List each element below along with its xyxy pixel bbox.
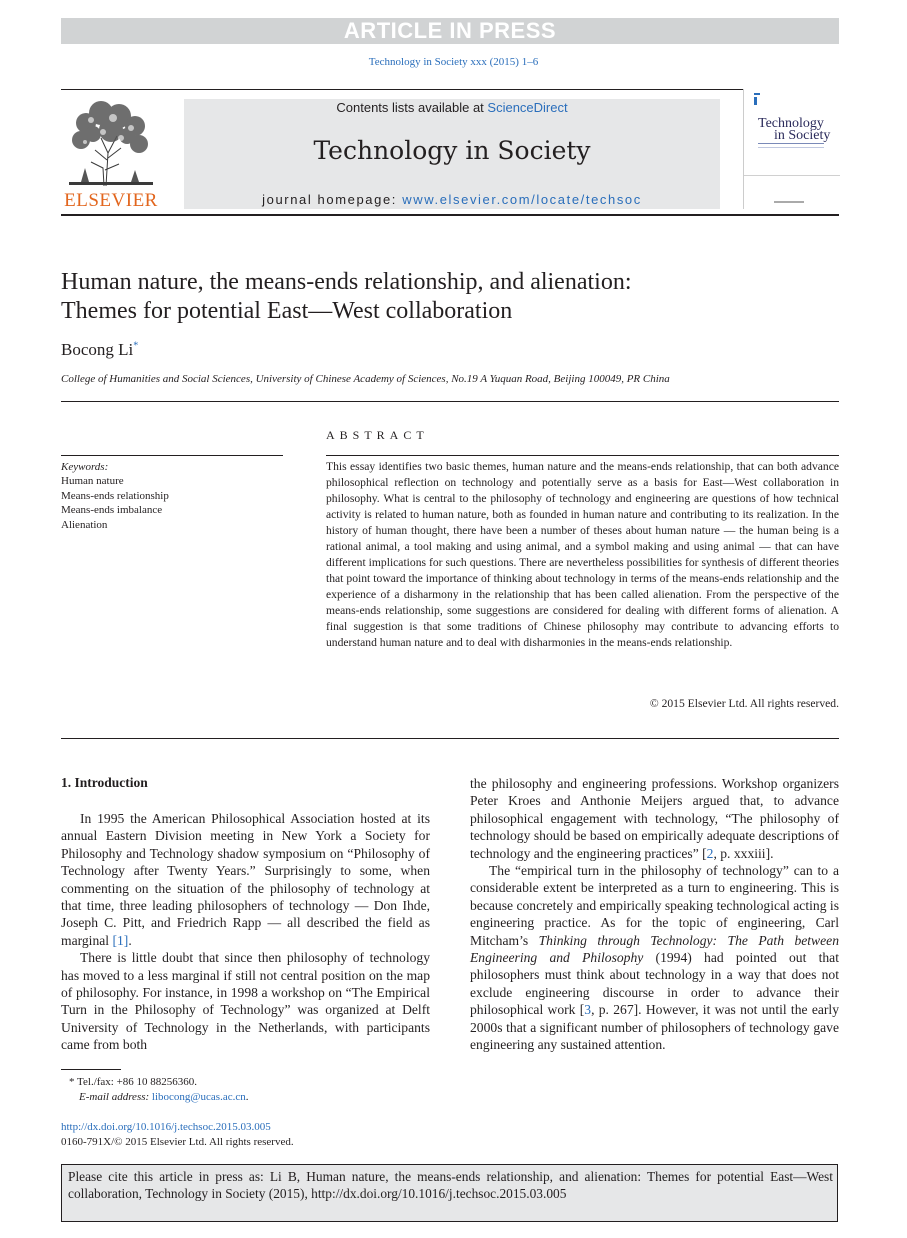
- tel-footnote: [61, 1075, 249, 1090]
- cover-title-line2: in Society: [774, 128, 831, 143]
- paragraph-text: , p. xxxiii].: [713, 845, 774, 861]
- email-footnote: [61, 1090, 249, 1105]
- journal-cover-image: [744, 89, 840, 209]
- elsevier-wordmark: ELSEVIER: [64, 190, 158, 210]
- author: [61, 340, 138, 360]
- elsevier-logo[interactable]: [61, 98, 161, 210]
- homepage-prefix: journal homepage:: [262, 192, 403, 207]
- keyword-item: Alienation: [61, 518, 108, 531]
- author-name[interactable]: Bocong Li: [61, 340, 134, 359]
- footnote-mark: *: [69, 1076, 75, 1088]
- affiliation: College of Humanities and Social Sciences, University of Chinese Academy of Sciences, No.19 A Yuquan Road, Beijing 100049, PR China: [61, 373, 670, 385]
- sciencedirect-link[interactable]: ScienceDirect: [487, 100, 568, 115]
- paragraph-text: (1994) had pointed out that philosophers must think about technology in a way that does not exclude engineering discourse in order to advance their philosophical work [: [470, 950, 839, 1018]
- contents-prefix: Contents lists available at: [336, 100, 488, 115]
- journal-cover-thumbnail[interactable]: [743, 89, 840, 209]
- citation-box-text: Please cite this article in press as: Li B, Human nature, the means-ends relationship, and alienation: Themes for potential East—West collaboration, Technology in Society (2015), http://dx.doi.org/10.1016/j.techsoc.2015.03.005: [68, 1169, 833, 1201]
- copyright: © 2015 Elsevier Ltd. All rights reserved.: [649, 697, 839, 710]
- author-footnote-mark[interactable]: *: [133, 340, 139, 352]
- article-in-press-banner: ARTICLE IN PRESS: [61, 18, 839, 44]
- keywords-title: Keywords:: [61, 461, 109, 473]
- reference-link[interactable]: [1]: [112, 932, 129, 948]
- book-title: Thinking through Technology: The Path between Engineering and Philosophy: [470, 932, 839, 966]
- doi-block: [61, 1120, 294, 1150]
- article-title-line2: Themes for potential East—West collaboration: [61, 298, 513, 324]
- header-rule-top: [61, 89, 839, 90]
- keywords-block: [61, 460, 169, 532]
- body-column-left: [61, 810, 430, 1054]
- keyword-item: Means-ends relationship: [61, 489, 169, 502]
- keyword-item: Means-ends imbalance: [61, 504, 163, 517]
- paragraph-text: the philosophy and engineering professions. Workshop organizers Peter Kroes and Anthonie Meijers argued that, to advance philosophical engagement with technology, “The philosophy of technology should be based on empirically adequate descriptions of technology and the engineering practices” [: [470, 776, 839, 861]
- issn-line: 0160-791X/© 2015 Elsevier Ltd. All rights reserved.: [61, 1136, 294, 1148]
- abstract-rule: [326, 455, 839, 456]
- article-title-line1: Human nature, the means-ends relationship, and alienation:: [61, 269, 632, 295]
- article-title: [61, 268, 861, 326]
- paragraph-text: In 1995 the American Philosophical Association hosted at its annual Eastern Division meeting in New York a Society for Philosophy and Technology shadow symposium on “Philosophy of Technology after Twenty Years.” Surprisingly to some, when commenting on the situation of the philosophy of technology at that time, three leading philosophers of technology — Don Ihde, Joseph C. Pitt, and Friedrich Rapp — all described the field as marginal: [61, 811, 430, 948]
- doi-link[interactable]: http://dx.doi.org/10.1016/j.techsoc.2015.03.005: [61, 1121, 271, 1133]
- journal-citation-link[interactable]: Technology in Society xxx (2015) 1–6: [368, 56, 539, 68]
- keywords-rule: [61, 455, 283, 456]
- email-end: .: [245, 1091, 249, 1103]
- reference-link[interactable]: 3: [584, 1002, 592, 1018]
- paragraph-text: , p. 267]. However, it was not until the early 2000s that a significant number of philosophers of technology gave engineering any sustained attention.: [470, 1002, 839, 1053]
- tel-text: Tel./fax: +86 10 88256360.: [74, 1076, 198, 1088]
- section-heading: 1. Introduction: [61, 775, 148, 790]
- paragraph-text: .: [128, 932, 132, 948]
- homepage-link[interactable]: www.elsevier.com/locate/techsoc: [402, 192, 642, 207]
- paragraph: [61, 810, 430, 949]
- paragraph: There is little doubt that since then philosophy of technology has moved to a less marginal if still not central position on the map of philosophy. For instance, in 1998 a workshop on “The Empirical Turn in the Philosophy of Technology” was organized at Delft University of Technology in the Netherlands, with participants came from both: [61, 950, 430, 1053]
- divider: [61, 738, 839, 739]
- footnotes: [61, 1075, 249, 1105]
- abstract-heading: ABSTRACT: [326, 428, 429, 442]
- email-label: E-mail address:: [79, 1091, 152, 1103]
- contents-line: [184, 100, 720, 115]
- journal-homepage-line: [184, 192, 720, 207]
- journal-title: Technology in Society: [313, 136, 591, 165]
- body-column-right: [470, 775, 839, 1054]
- header-rule-bottom: [61, 214, 839, 216]
- elsevier-tree-icon: [61, 98, 161, 210]
- divider: [61, 401, 839, 402]
- paragraph: [470, 862, 839, 1053]
- email-link[interactable]: libocong@ucas.ac.cn: [151, 1091, 246, 1103]
- footnote-rule: [61, 1069, 121, 1070]
- cover-title-line1: Technology: [758, 116, 824, 131]
- paragraph: [470, 775, 839, 862]
- abstract-text: This essay identifies two basic themes, human nature and the means-ends relationship, that can both advance philosophical reflection on technology and potentially serve as a basis for East—West collaboration in philosophy. What is central to the philosophy of technology and engineering are questions of how technical activity is related to human nature, both as founded in human nature and contributing to its realization. In the history of human thought, there have been a number of theses about human nature — the human being is a rational animal, a tool making and using animal, and a symbol making and using animal — that can have different implications for such questions. There are nevertheless possibilities for synthesis of different theories that point toward the importance of thinking about technology in terms of the means-ends relationship and the experience of a disharmony in the relationship that has been called alienation. From the perspective of the means-ends relationship, some suggestions are considered for dealing with different forms of alienation. A final suggestion is that some traditions of Chinese philosophy may contribute to advancing efforts to understand human nature and to deal with disharmonies in the means-ends relationship.: [326, 460, 839, 649]
- reference-link[interactable]: 2: [706, 845, 714, 861]
- paragraph-text: The “empirical turn in the philosophy of technology” can to a considerable extent be interpreted as a turn to engineering. This is because concretely and empirically speaking technological acting is engineering practice. As for the topic of engineering, Carl Mitcham’s: [470, 863, 839, 948]
- keyword-item: Human nature: [61, 475, 124, 488]
